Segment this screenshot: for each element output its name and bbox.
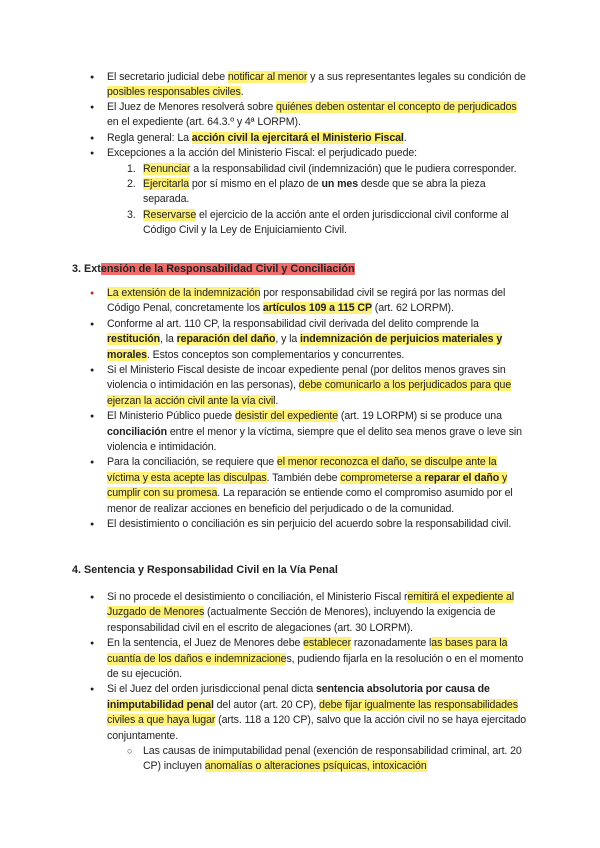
list-item: 1. Renunciar a la responsabilidad civil (indemnización) que le pudiera corresponder. [127, 162, 517, 175]
sub-bullet-list [107, 744, 530, 775]
bullet-list-extension [90, 286, 530, 533]
section-4-heading: 4. Sentencia y Responsabilidad Civil en la Vía Penal [72, 564, 338, 576]
list-item: ● Excepciones a la acción del Ministerio Fiscal: el perjudicado puede: 1. Renunciar a la responsabilidad civil (indemnización) que le pudiera corresponder. 2. Ejercitarla por sí mismo en el plazo de un mes desde que se abra la pieza separada. 3. Reservarse el ejercicio de la acción ante el orden jurisdiccional civil conforme al Código Civil y la Ley de Enjuiciamiento Civil. [90, 146, 530, 238]
list-item: ● El Ministerio Público puede desistir del expediente (art. 19 LORPM) si se produce una conciliación entre el menor y la víctima, siempre que el delito sea menos grave o leve sin violencia e intimidación. [90, 409, 530, 455]
list-item: ○ Las causas de inimputabilidad penal (exención de responsabilidad criminal, art. 20 CP) incluyen anomalías o alteraciones psíquicas, intoxicación [107, 744, 530, 775]
section-3-heading: 3. Extensión de la Responsabilidad Civil y Conciliación [72, 263, 355, 275]
list-item: ● Para la conciliación, se requiere que el menor reconozca el daño, se disculpe ante la víctima y esta acepte las disculpas. También debe comprometerse a reparar el daño y cumplir con su promesa. La reparación se entiende como el compromiso asumido por el menor de realizar acciones en beneficio del perjudicado o de la comunidad. [90, 455, 530, 517]
list-item: 3. Reservarse el ejercicio de la acción ante el orden jurisdiccional civil conforme al Código Civil y la Ley de Enjuiciamiento Civil. [127, 208, 509, 237]
bullet-list-civil-action [90, 70, 530, 239]
list-item: ● Si el Juez del orden jurisdiccional penal dicta sentencia absolutoria por causa de inimputabilidad penal del autor (art. 20 CP), debe fijar igualmente las responsabilidades civiles a que haya lugar (arts. 118 a 120 CP), salvo que la acción civil no se haya ejercitado conjuntamente. ○ Las causas de inimputabilidad penal (exención de responsabilidad criminal, art. 20 CP) incluyen anomalías o alteraciones psíquicas, intoxicación [90, 682, 530, 774]
list-item: 2. Ejercitarla por sí mismo en el plazo de un mes desde que se abra la pieza separada. [127, 178, 486, 206]
list-item: ● Si no procede el desistimiento o conciliación, el Ministerio Fiscal remitirá el expediente al Juzgado de Menores (actualmente Sección de Menores), incluyendo la exigencia de responsabilidad civil en el escrito de alegaciones (art. 30 LORPM). [90, 590, 530, 636]
numbered-list-exceptions [107, 162, 530, 239]
list-item: ● El Juez de Menores resolverá sobre quiénes deben ostentar el concepto de perjudicados en el expediente (art. 64.3.º y 4ª LORPM). [90, 100, 530, 131]
list-item: ● Conforme al art. 110 CP, la responsabilidad civil derivada del delito comprende la restitución, la reparación del daño, y la indemnización de perjuicios materiales y morales. Estos conceptos son complementarios y concurrentes. [90, 317, 530, 363]
list-item: ● El desistimiento o conciliación es sin perjuicio del acuerdo sobre la responsabilidad civil. [90, 517, 530, 532]
list-item: ● Regla general: La acción civil la ejercitará el Ministerio Fiscal. [90, 131, 530, 146]
list-item: ● La extensión de la indemnización por responsabilidad civil se regirá por las normas del Código Penal, concretamente los artículos 109 a 115 CP (art. 62 LORPM). [90, 286, 530, 317]
list-item: ● Si el Ministerio Fiscal desiste de incoar expediente penal (por delitos menos graves sin violencia o intimidación en las personas), debe comunicarlo a los perjudicados para que ejerzan la acción civil ante la vía civil. [90, 363, 530, 409]
list-item: ● El secretario judicial debe notificar al menor y a sus representantes legales su condición de posibles responsables civiles. [90, 70, 530, 101]
bullet-list-sentence [90, 590, 530, 775]
list-item: ● En la sentencia, el Juez de Menores debe establecer razonadamente las bases para la cuantía de los daños e indemnizaciones, pudiendo fijarla en la resolución o en el momento de su ejecución. [90, 636, 530, 682]
